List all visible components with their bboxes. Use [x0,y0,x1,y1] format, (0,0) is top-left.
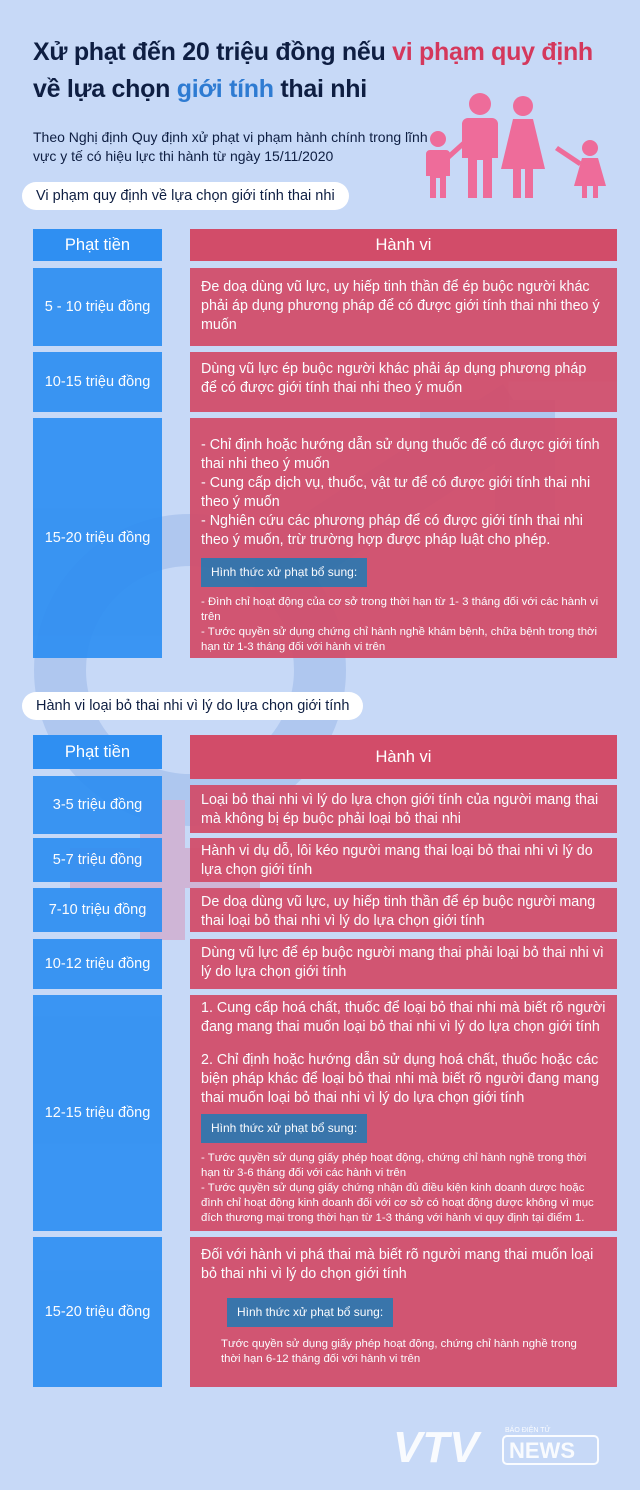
section1-row2-act: Dùng vũ lực ép buộc người khác phải áp dụng phương pháp để có được giới tính thai nhi theo ý muốn [190,352,617,412]
section1-col-fine: Phạt tiền [33,229,162,261]
vtv-news-logo [393,1418,603,1470]
act-line: - Nghiên cứu các phương pháp để có được giới tính thai nhi theo ý muốn, trừ trường hợp được pháp luật cho phép. [201,513,583,548]
extra-line: - Đình chỉ hoạt động của cơ sở trong thời hạn từ 1- 3 tháng đối với các hành vi trên [201,596,599,623]
section2-row6-act [190,1237,617,1387]
section2-row4-fine: 10-12 triệu đồng [33,939,162,989]
section2-row2-act: Hành vi dụ dỗ, lôi kéo người mang thai loại bỏ thai nhi vì lý do lựa chọn giới tính [190,838,617,882]
extra-line: - Tước quyền sử dụng chứng chỉ hành nghề khám bệnh, chữa bệnh trong thời hạn từ 1-3 tháng đối với hành vi trên [201,626,598,653]
title-line1-a: Xử phạt đến 20 triệu đồng nếu [33,38,393,66]
section2-col-act: Hành vi [190,735,617,779]
extra-penalty-badge: Hình thức xử phạt bổ sung: [227,1298,393,1327]
act-line: Đối với hành vi phá thai mà biết rõ người mang thai muốn loại bỏ thai nhi vì lý do chọn giới tính [201,1247,594,1282]
act-line: - Chỉ định hoặc hướng dẫn sử dụng thuốc để có được giới tính thai nhi theo ý muốn [201,437,600,472]
family-icon [418,92,618,202]
extra-penalty-badge: Hình thức xử phạt bổ sung: [201,1114,367,1143]
section2-col-fine: Phạt tiền [33,735,162,769]
section2-row3-act: De doạ dùng vũ lực, uy hiếp tinh thần để ép buộc người mang thai loại bỏ thai nhi vì lý do lựa chọn giới tính [190,888,617,932]
section2-row5-act [190,995,617,1231]
extra-penalty-badge: Hình thức xử phạt bổ sung: [201,558,367,587]
section2-heading: Hành vi loại bỏ thai nhi vì lý do lựa chọn giới tính [22,692,363,720]
section2-row5-fine: 12-15 triệu đồng [33,995,162,1231]
logo-news: NEWS [509,1438,575,1463]
section2-row6-fine: 15-20 triệu đồng [33,1237,162,1387]
section2-row1-fine: 3-5 triệu đồng [33,776,162,834]
title-line2-c: thai nhi [273,75,367,103]
section1-row1-fine: 5 - 10 triệu đồng [33,268,162,346]
section1-col-act: Hành vi [190,229,617,261]
section2-row3-fine: 7-10 triệu đồng [33,888,162,932]
title-line2-highlight: giới tính [176,75,274,103]
act-line: 1. Cung cấp hoá chất, thuốc để loại bỏ thai nhi mà biết rõ người đang mang thai muốn loại bỏ thai nhi vì lý do lựa chọn giới tính [201,1000,606,1035]
logo-tagline: BÁO ĐIỆN TỬ [505,1427,551,1434]
section1-row1-act: Đe doạ dùng vũ lực, uy hiếp tinh thần để ép buộc người khác phải áp dụng phương pháp để có được giới tính thai nhi theo ý muốn [190,268,617,346]
extra-line: - Tước quyền sử dụng giấy chứng nhận đủ điều kiện kinh doanh dược hoặc đình chỉ hoạt động kinh doanh đối với cơ sở có hoạt động dược không vì mục đích thương mại trong thời hạn từ 1-3 tháng với hành vi quy định tại điểm 1. [201,1182,594,1224]
section2-row4-act: Dùng vũ lực để ép buộc người mang thai phải loại bỏ thai nhi vì lý do lựa chọn giới tính [190,939,617,989]
title-line2-a: về lựa chọn [33,75,177,103]
extra-line: Tước quyền sử dụng giấy phép hoạt động, chứng chỉ hành nghề trong thời hạn 6-12 tháng đối với hành vi trên [221,1338,577,1365]
section2-row2-fine: 5-7 triệu đồng [33,838,162,882]
section2-row1-act: Loại bỏ thai nhi vì lý do lựa chọn giới tính của người mang thai mà không bị ép buộc phải loại bỏ thai nhi [190,785,617,833]
extra-line: - Tước quyền sử dụng giấy phép hoạt động, chứng chỉ hành nghề trong thời hạn từ 3-6 tháng đối với các hành vi trên [201,1152,587,1179]
section1-row2-fine: 10-15 triệu đồng [33,352,162,412]
title-line1-highlight: vi phạm quy định [392,38,593,66]
act-line: - Cung cấp dịch vụ, thuốc, vật tư để có được giới tính thai nhi theo ý muốn [201,475,591,510]
section1-row3-fine: 15-20 triệu đồng [33,418,162,658]
subtitle: Theo Nghị định Quy định xử phạt vi phạm hành chính trong lĩnh vực y tế có hiệu lực thi hành từ ngày 15/11/2020 [33,129,428,164]
act-line: 2. Chỉ định hoặc hướng dẫn sử dụng hoá chất, thuốc hoặc các biện pháp khác để loại bỏ thai nhi mà biết rõ người đang mang thai muốn loại bỏ thai nhi vì lý do lựa chọn giới tính [201,1052,600,1106]
section1-heading: Vi phạm quy định về lựa chọn giới tính thai nhi [22,182,349,210]
section1-row3-act [190,418,617,658]
logo-brand: VTV [393,1423,479,1470]
